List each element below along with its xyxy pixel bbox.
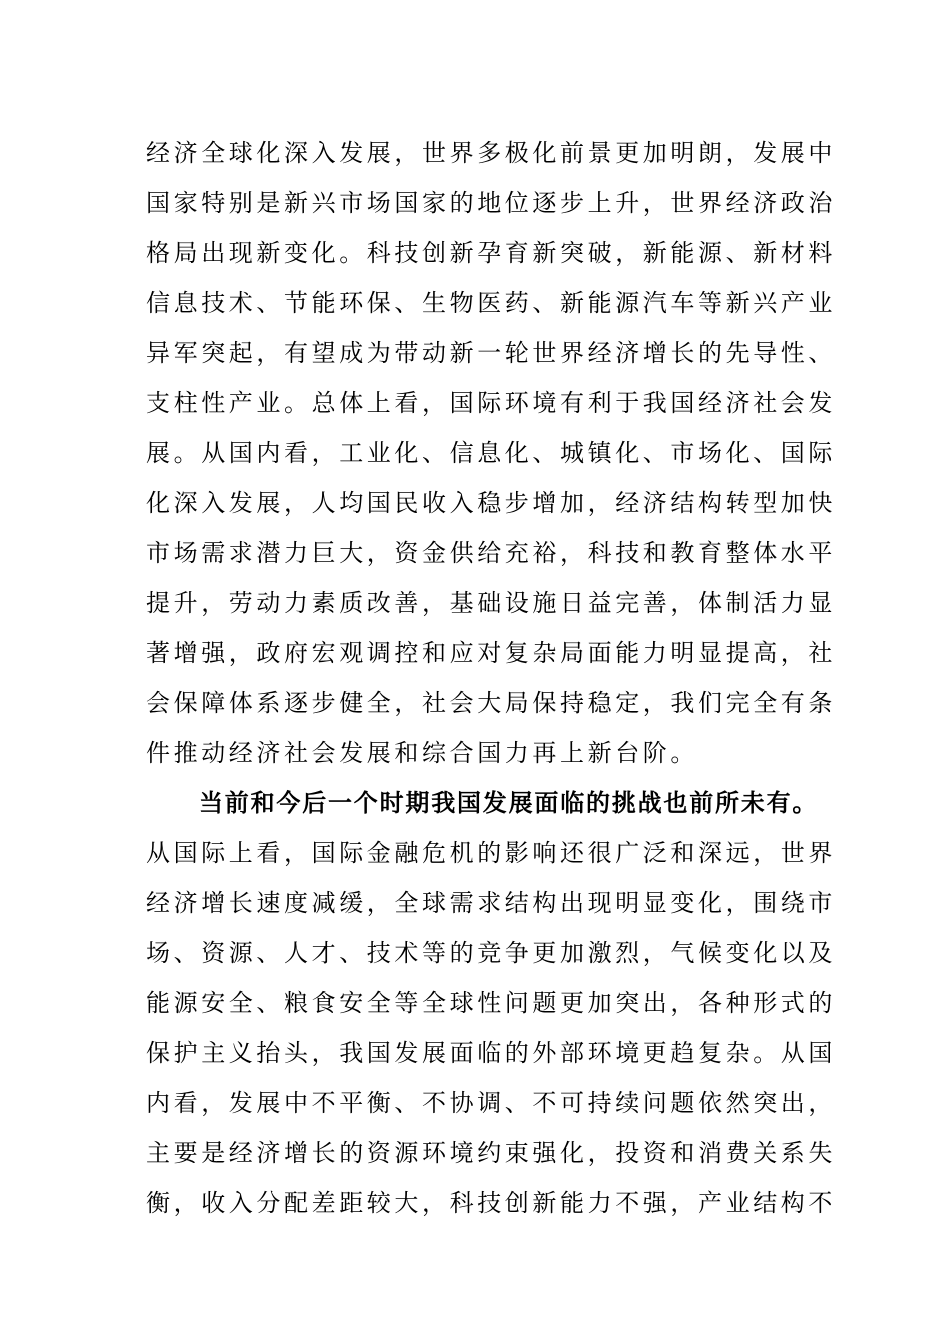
text-line: 市场需求潜力巨大，资金供给充裕，科技和教育整体水平 — [146, 539, 836, 567]
text-line: 经济增长速度减缓，全球需求结构出现明显变化，围绕市 — [146, 889, 836, 917]
text-line: 化深入发展，人均国民收入稳步增加，经济结构转型加快 — [146, 489, 836, 517]
text-line: 著增强，政府宏观调控和应对复杂局面能力明显提高，社 — [146, 639, 836, 667]
text-line: 提升，劳动力素质改善，基础设施日益完善，体制活力显 — [146, 589, 836, 617]
text-line: 国家特别是新兴市场国家的地位逐步上升，世界经济政治 — [146, 189, 836, 217]
text-line: 场、资源、人才、技术等的竞争更加激烈，气候变化以及 — [146, 939, 836, 967]
text-line: 从国际上看，国际金融危机的影响还很广泛和深远，世界 — [146, 839, 836, 867]
text-line: 展。从国内看，工业化、信息化、城镇化、市场化、国际 — [146, 439, 836, 467]
document-body — [146, 128, 836, 1228]
text-line: 保护主义抬头，我国发展面临的外部环境更趋复杂。从国 — [146, 1039, 836, 1067]
text-line: 信息技术、节能环保、生物医药、新能源汽车等新兴产业 — [146, 289, 836, 317]
text-line: 支柱性产业。总体上看，国际环境有利于我国经济社会发 — [146, 389, 836, 417]
text-line: 会保障体系逐步健全，社会大局保持稳定，我们完全有条 — [146, 689, 836, 717]
text-line: 衡，收入分配差距较大，科技创新能力不强，产业结构不 — [146, 1189, 836, 1217]
text-line: 件推动经济社会发展和综合国力再上新台阶。 — [146, 739, 698, 767]
text-line: 主要是经济增长的资源环境约束强化，投资和消费关系失 — [146, 1139, 836, 1167]
text-line: 异军突起，有望成为带动新一轮世界经济增长的先导性、 — [146, 339, 836, 367]
paragraph-heading: 当前和今后一个时期我国发展面临的挑战也前所未有。 — [199, 788, 819, 817]
text-line: 内看，发展中不平衡、不协调、不可持续问题依然突出， — [146, 1089, 836, 1117]
text-line: 格局出现新变化。科技创新孕育新突破，新能源、新材料 — [146, 239, 836, 267]
text-line: 能源安全、粮食安全等全球性问题更加突出，各种形式的 — [146, 989, 836, 1017]
text-line: 经济全球化深入发展，世界多极化前景更加明朗，发展中 — [146, 139, 836, 167]
paragraph-2 — [146, 778, 836, 1228]
paragraph-1 — [146, 128, 836, 778]
